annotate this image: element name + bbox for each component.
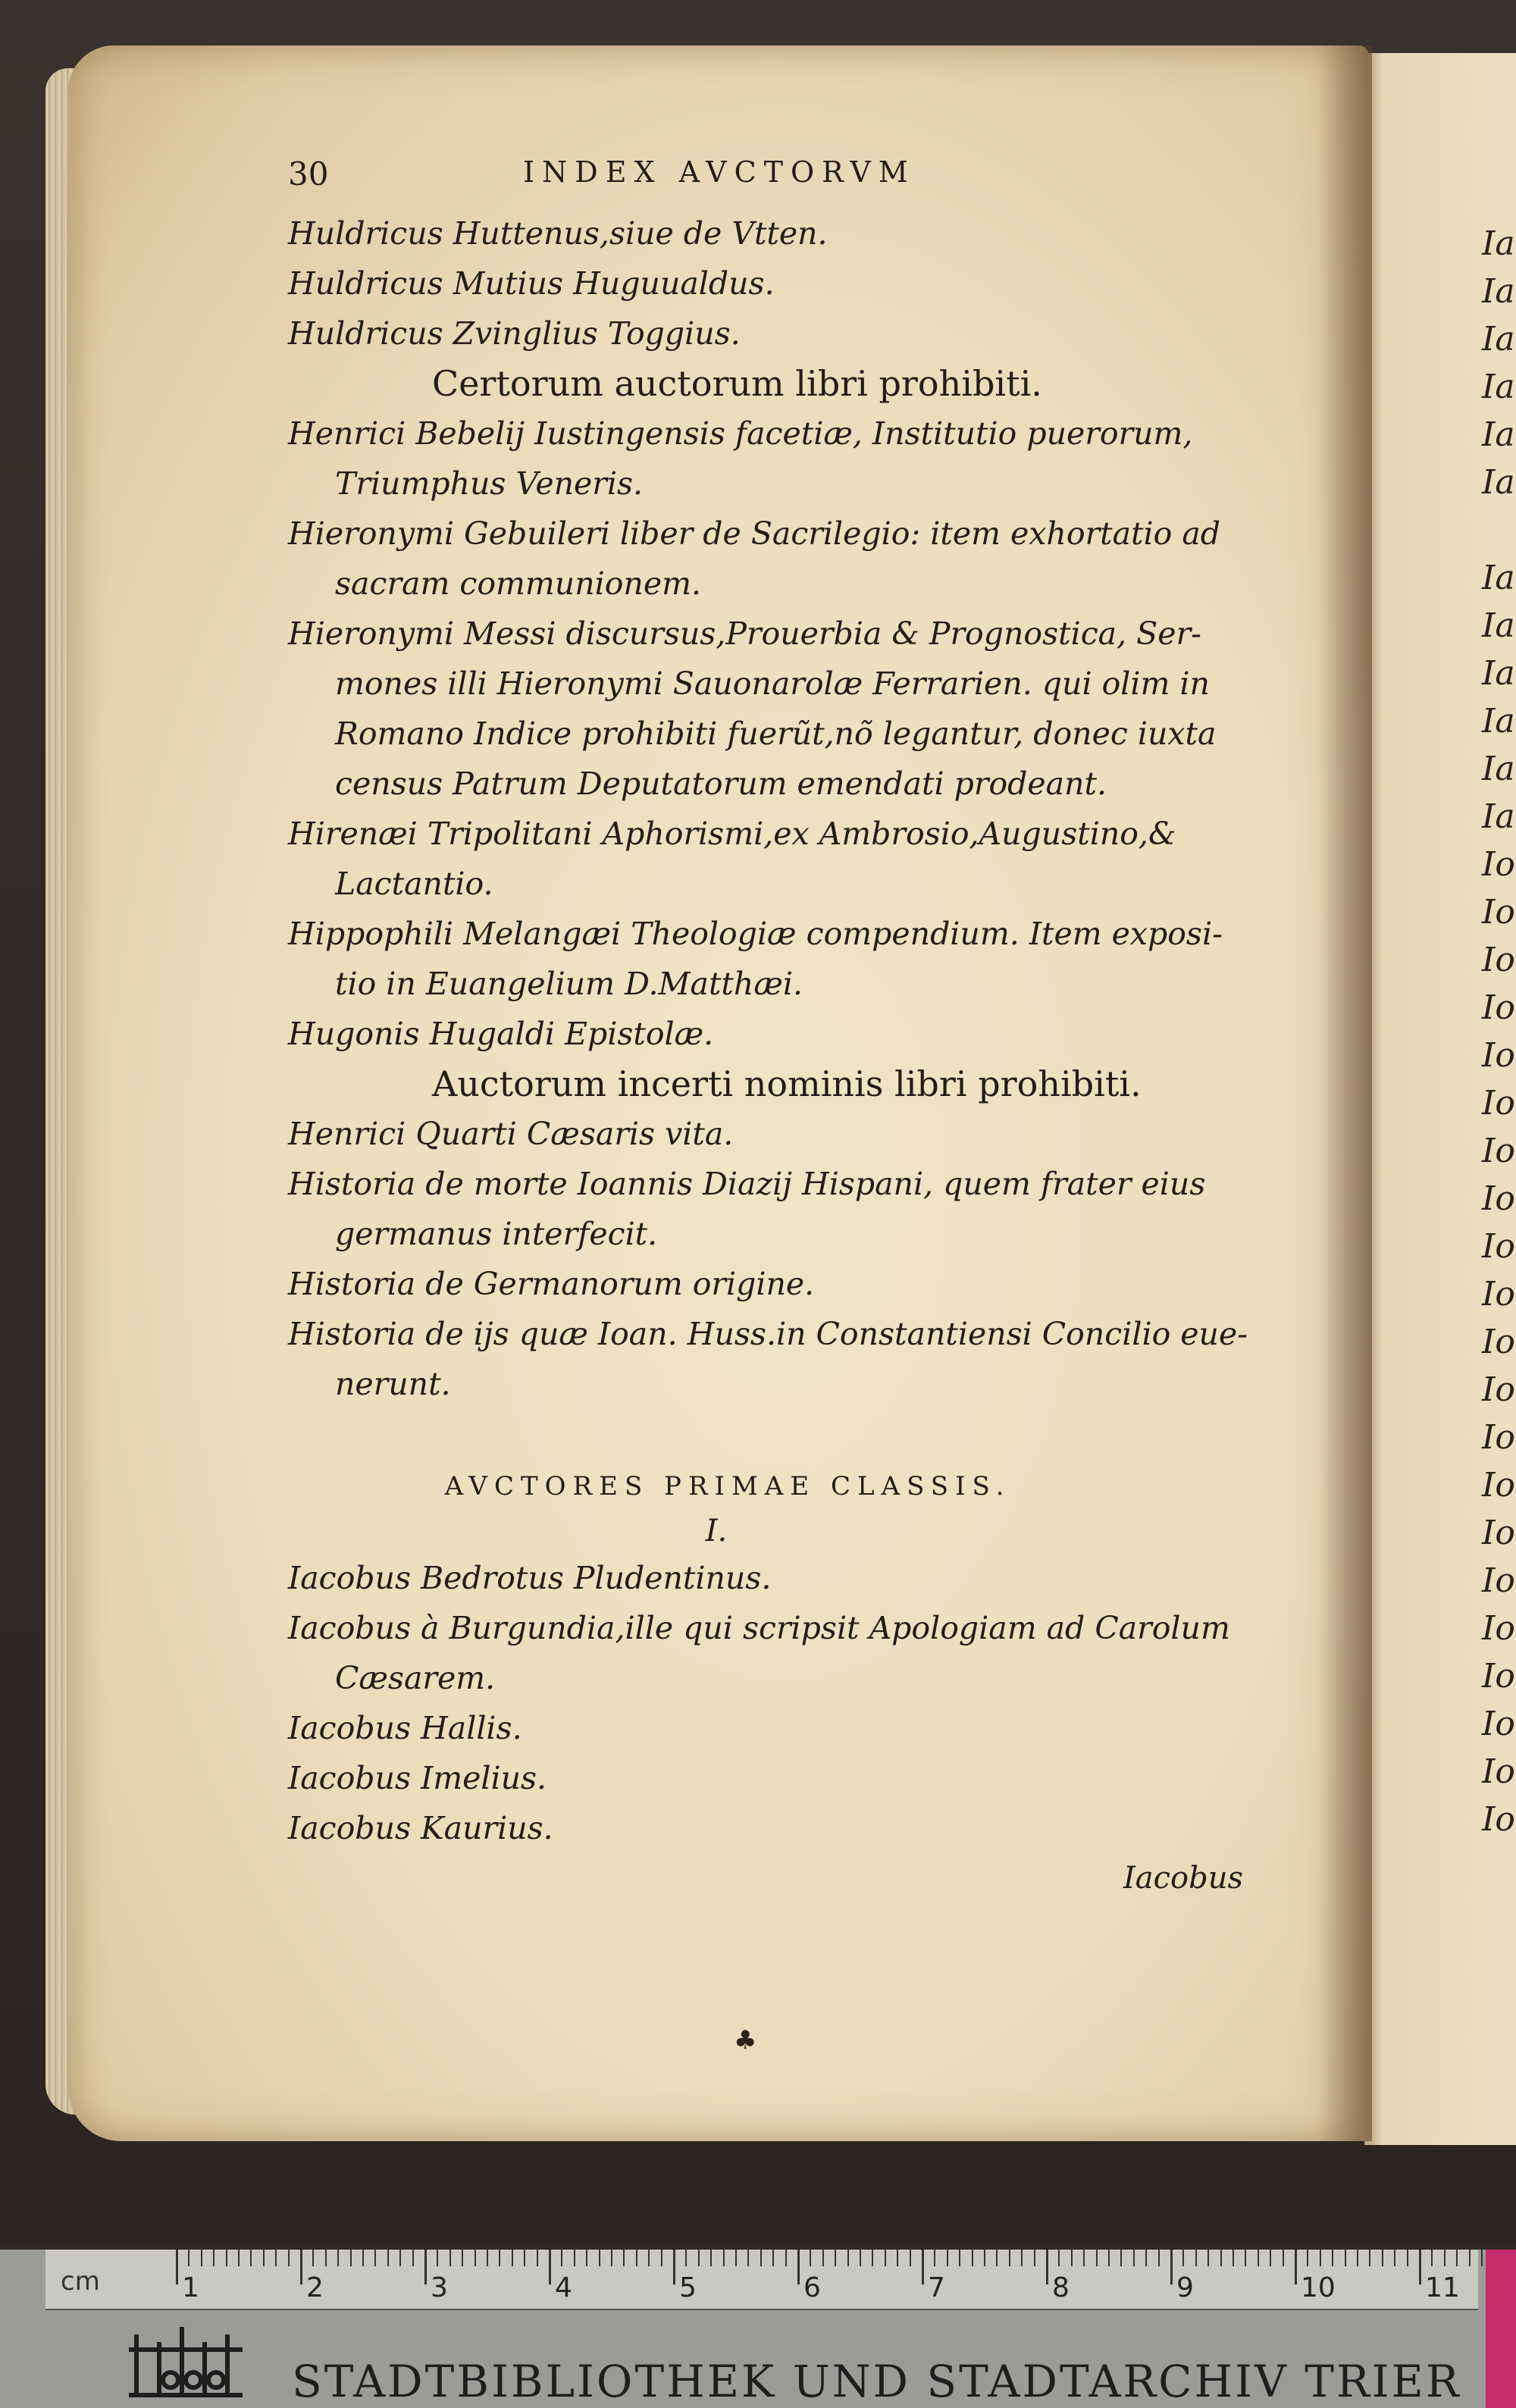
- gutter-shadow: [1319, 45, 1372, 2141]
- entries-group-3: [288, 1109, 1266, 1409]
- ruler-minor-tick: [661, 2250, 662, 2266]
- ruler-minor-tick: [524, 2250, 525, 2266]
- index-entry: [288, 1603, 1266, 1703]
- ruler-minor-tick: [1021, 2250, 1023, 2266]
- page-number: 30: [288, 155, 329, 193]
- ruler-minor-tick: [1133, 2250, 1135, 2266]
- entry-line: Historia de Germanorum origine.: [288, 1266, 815, 1302]
- ruler-minor-tick: [574, 2250, 575, 2266]
- ruler-minor-tick: [1345, 2250, 1346, 2266]
- entry-line: Hieronymi Messi discursus,Prouerbia & Prognostica, Ser-: [288, 615, 1201, 652]
- ruler-minor-tick: [1469, 2250, 1471, 2266]
- index-entry: [288, 409, 1266, 509]
- right-page-fragment: Ia: [1482, 702, 1515, 741]
- ruler-major-tick: [1295, 2250, 1297, 2284]
- archive-logo-icon: [121, 2319, 250, 2403]
- ruler-minor-tick: [325, 2250, 327, 2266]
- ruler-tick-label: 10: [1301, 2272, 1336, 2303]
- entry-line: Hieronymi Gebuileri liber de Sacrilegio: item exhortatio ad: [288, 515, 1221, 552]
- index-entry: [288, 1553, 1266, 1603]
- ruler-minor-tick: [835, 2250, 836, 2266]
- ruler-minor-tick: [1058, 2250, 1060, 2266]
- entry-line: Iacobus Imelius.: [288, 1760, 547, 1796]
- ruler-tick-label: 7: [928, 2272, 945, 2303]
- ruler-minor-tick: [288, 2250, 290, 2266]
- classis-heading: AVCTORES PRIMAE CLASSIS.: [444, 1471, 1011, 1501]
- ruler-minor-tick: [312, 2250, 314, 2266]
- ruler-minor-tick: [772, 2250, 774, 2266]
- ruler-minor-tick: [1220, 2250, 1222, 2266]
- right-page-fragment: Io: [1482, 1752, 1515, 1791]
- index-entry: [288, 208, 1266, 258]
- ruler-minor-tick: [362, 2250, 364, 2266]
- ruler-tick-label: 3: [431, 2272, 448, 2303]
- ruler-minor-tick: [1332, 2250, 1333, 2266]
- entry-line: Henrici Quarti Cæsaris vita.: [288, 1116, 734, 1152]
- right-page-fragment: Io: [1482, 893, 1515, 932]
- entry-continuation-line: mones illi Hieronymi Sauonarolæ Ferrarien. qui olim in: [335, 665, 1210, 702]
- ruler-minor-tick: [1233, 2250, 1234, 2266]
- ruler-major-tick: [1046, 2250, 1048, 2284]
- ruler-minor-tick: [685, 2250, 687, 2266]
- ruler-minor-tick: [1283, 2250, 1284, 2266]
- right-page-fragment: Io: [1482, 1323, 1515, 1361]
- index-entry: [288, 509, 1266, 609]
- ruler-minor-tick: [1431, 2250, 1433, 2266]
- ruler-minor-tick: [785, 2250, 787, 2266]
- ruler-minor-tick: [872, 2250, 873, 2266]
- entry-line: Hippophili Melangæi Theologiæ compendium. Item exposi-: [288, 916, 1223, 952]
- index-entry: [288, 1109, 1266, 1159]
- ruler-tick-label: 9: [1176, 2272, 1194, 2303]
- entry-line: Huldricus Huttenus,siue de Vtten.: [288, 215, 828, 252]
- ruler-minor-tick: [586, 2250, 587, 2266]
- ruler-minor-tick: [1207, 2250, 1209, 2266]
- right-page-fragment: Io: [1482, 845, 1515, 884]
- ruler-major-tick: [797, 2250, 800, 2284]
- index-entry: [288, 1159, 1266, 1259]
- ruler-minor-tick: [810, 2250, 811, 2266]
- ruler-minor-tick: [1369, 2250, 1370, 2266]
- classis-letter: I.: [705, 1514, 728, 1548]
- ruler-minor-tick: [636, 2250, 637, 2266]
- ruler-minor-tick: [374, 2250, 376, 2266]
- right-page-fragment: Ia: [1482, 224, 1515, 263]
- entries-group-4: [288, 1553, 1266, 1853]
- index-entry: [288, 1703, 1266, 1753]
- ruler-minor-tick: [1096, 2250, 1098, 2266]
- right-page-text-fragments: [1482, 220, 1516, 1843]
- right-page-fragment: Io: [1482, 941, 1515, 979]
- right-page-fragment: [1482, 506, 1516, 554]
- centimeter-ruler: [45, 2250, 1478, 2310]
- right-page-fragment: Io: [1482, 1561, 1515, 1600]
- color-patch: [1486, 2250, 1516, 2408]
- index-entry: [288, 308, 1266, 359]
- ruler-minor-tick: [499, 2250, 500, 2266]
- right-page-fragment: Ia: [1482, 797, 1515, 836]
- right-page-fragment: Io: [1482, 1466, 1515, 1505]
- ruler-minor-tick: [462, 2250, 463, 2266]
- entry-line: Henrici Bebelij Iustingensis facetiæ, Institutio puerorum,: [288, 415, 1193, 452]
- printers-ornament-icon: ♣: [734, 2025, 757, 2056]
- entry-line: Huldricus Mutius Huguualdus.: [288, 265, 775, 302]
- ruler-tick-label: 8: [1052, 2272, 1070, 2303]
- right-page-fragment: Ia: [1482, 463, 1515, 502]
- right-page-fragment: Io: [1482, 1609, 1515, 1648]
- ruler-minor-tick: [735, 2250, 737, 2266]
- ruler-major-tick: [1170, 2250, 1173, 2284]
- running-head: [288, 155, 1266, 208]
- entry-continuation-line: census Patrum Deputatorum emendati prodeant.: [335, 766, 1107, 802]
- ruler-minor-tick: [1145, 2250, 1147, 2266]
- right-page-fragment: Ia: [1482, 368, 1515, 406]
- right-page-fragment: Io: [1482, 1036, 1515, 1075]
- ruler-minor-tick: [1394, 2250, 1395, 2266]
- entry-line: Historia de morte Ioannis Diazij Hispani, quem frater eius: [288, 1166, 1206, 1202]
- index-entry: [288, 1753, 1266, 1803]
- ruler-major-tick: [1419, 2250, 1421, 2284]
- ruler-tick-label: 4: [555, 2272, 572, 2303]
- right-page-fragment: Io: [1482, 1227, 1515, 1266]
- right-page-fragment: Ia: [1482, 606, 1515, 645]
- ruler-minor-tick: [611, 2250, 612, 2266]
- institution-name: STADTBIBLIOTHEK UND STADTARCHIV TRIER: [292, 2356, 1461, 2407]
- right-page-fragment: Io: [1482, 1418, 1515, 1457]
- ruler-minor-tick: [1481, 2250, 1483, 2266]
- ruler-minor-tick: [1108, 2250, 1110, 2266]
- ruler-minor-tick: [934, 2250, 935, 2266]
- right-page-fragment: Io: [1482, 1179, 1515, 1218]
- ruler-minor-tick: [1158, 2250, 1160, 2266]
- ruler-minor-tick: [1307, 2250, 1308, 2266]
- ruler-minor-tick: [1444, 2250, 1446, 2266]
- ruler-minor-tick: [822, 2250, 824, 2266]
- ruler-minor-tick: [1382, 2250, 1383, 2266]
- right-page-fragment: Io: [1482, 1084, 1515, 1123]
- ruler-minor-tick: [1182, 2250, 1184, 2266]
- right-page-fragment: Io: [1482, 1514, 1515, 1552]
- index-entry: [288, 609, 1266, 809]
- ruler-minor-tick: [226, 2250, 227, 2266]
- ruler-minor-tick: [910, 2250, 911, 2266]
- ruler-minor-tick: [959, 2250, 960, 2266]
- ruler-minor-tick: [984, 2250, 985, 2266]
- ruler-minor-tick: [201, 2250, 202, 2266]
- ruler-minor-tick: [1245, 2250, 1246, 2266]
- ruler-minor-tick: [1120, 2250, 1122, 2266]
- index-entry: [288, 1009, 1266, 1059]
- text-column: [288, 155, 1266, 1903]
- ruler-minor-tick: [860, 2250, 861, 2266]
- ruler-minor-tick: [723, 2250, 725, 2266]
- entries-group-2: [288, 409, 1266, 1059]
- ruler-minor-tick: [747, 2250, 749, 2266]
- entry-line: Hugonis Hugaldi Epistolæ.: [288, 1016, 714, 1052]
- ruler-minor-tick: [1009, 2250, 1010, 2266]
- entry-continuation-line: Cæsarem.: [335, 1660, 496, 1696]
- ruler-minor-tick: [1357, 2250, 1358, 2266]
- ruler-minor-tick: [350, 2250, 352, 2266]
- ruler-tick-label: 11: [1425, 2272, 1460, 2303]
- ruler-minor-tick: [760, 2250, 762, 2266]
- index-entry: [288, 809, 1266, 909]
- entries-group-1: [288, 208, 1266, 359]
- entry-continuation-line: nerunt.: [335, 1366, 451, 1402]
- index-entry: [288, 1259, 1266, 1309]
- ruler-minor-tick: [263, 2250, 265, 2266]
- ruler-minor-tick: [250, 2250, 252, 2266]
- ruler-minor-tick: [996, 2250, 998, 2266]
- index-entry: [288, 258, 1266, 308]
- right-page-fragment: Io: [1482, 1275, 1515, 1314]
- ruler-minor-tick: [710, 2250, 712, 2266]
- entry-line: Historia de ijs quæ Ioan. Huss.in Constantiensi Concilio eue-: [288, 1316, 1248, 1352]
- ruler-major-tick: [673, 2250, 675, 2284]
- ruler-unit: cm: [61, 2266, 100, 2297]
- ruler-tick-label: 2: [306, 2272, 324, 2303]
- ruler-major-tick: [922, 2250, 924, 2284]
- entry-line: Iacobus Bedrotus Pludentinus.: [288, 1560, 772, 1596]
- ruler-minor-tick: [897, 2250, 898, 2266]
- entry-line: Huldricus Zvinglius Toggius.: [288, 315, 741, 352]
- ruler-minor-tick: [1270, 2250, 1271, 2266]
- right-page-fragment: Io: [1482, 1800, 1515, 1839]
- ruler-minor-tick: [1034, 2250, 1035, 2266]
- entry-continuation-line: Lactantio.: [335, 866, 493, 902]
- entry-line: Hirenæi Tripolitani Aphorismi,ex Ambrosio,Augustino,&: [288, 816, 1176, 852]
- ruler-minor-tick: [648, 2250, 650, 2266]
- ruler-tick-label: 6: [803, 2272, 821, 2303]
- ruler-minor-tick: [947, 2250, 948, 2266]
- entry-line: Iacobus Kaurius.: [288, 1810, 553, 1846]
- right-page-fragment: Ia: [1482, 320, 1515, 359]
- ruler-major-tick: [424, 2250, 427, 2284]
- ruler-minor-tick: [537, 2250, 538, 2266]
- right-page-fragment: Ia: [1482, 272, 1515, 311]
- ruler-minor-tick: [412, 2250, 414, 2266]
- ruler-minor-tick: [238, 2250, 240, 2266]
- right-page-fragment: Ia: [1482, 559, 1515, 597]
- right-page-fragment: Io: [1482, 1657, 1515, 1696]
- running-title: INDEX AVCTORVM: [523, 155, 916, 189]
- index-entry: [288, 1803, 1266, 1853]
- entry-line: Iacobus à Burgundia,ille qui scripsit Apologiam ad Carolum: [288, 1610, 1230, 1646]
- section-heading-certorum: Certorum auctorum libri prohibiti.: [432, 363, 1042, 404]
- index-entry: [288, 1309, 1266, 1409]
- ruler-minor-tick: [437, 2250, 438, 2266]
- ruler-tick-label: 1: [182, 2272, 199, 2303]
- ruler-minor-tick: [1456, 2250, 1458, 2266]
- scale-bar: [0, 2250, 1516, 2408]
- ruler-minor-tick: [449, 2250, 451, 2266]
- ruler-minor-tick: [213, 2250, 215, 2266]
- ruler-minor-tick: [1258, 2250, 1259, 2266]
- ruler-minor-tick: [847, 2250, 849, 2266]
- ruler-minor-tick: [1071, 2250, 1073, 2266]
- entry-continuation-line: Romano Indice prohibiti fuerũt,nõ legantur, donec iuxta: [335, 716, 1217, 752]
- catchword: Iacobus: [1123, 1861, 1243, 1896]
- ruler-minor-tick: [561, 2250, 562, 2266]
- right-page-fragment: Io: [1482, 988, 1515, 1027]
- entry-continuation-line: Triumphus Veneris.: [335, 465, 644, 502]
- entry-line: Iacobus Hallis.: [288, 1710, 522, 1746]
- ruler-minor-tick: [387, 2250, 389, 2266]
- right-page-fragment: Ia: [1482, 750, 1515, 788]
- ruler-major-tick: [300, 2250, 302, 2284]
- right-page-fragment: Ia: [1482, 654, 1515, 693]
- entry-continuation-line: tio in Euangelium D.Matthæi.: [335, 966, 803, 1002]
- right-page-fragment: Ia: [1482, 415, 1515, 454]
- ruler-minor-tick: [1320, 2250, 1321, 2266]
- ruler-minor-tick: [188, 2250, 190, 2266]
- ruler-minor-tick: [399, 2250, 401, 2266]
- ruler-minor-tick: [623, 2250, 625, 2266]
- right-page-fragment: Io: [1482, 1705, 1515, 1743]
- ruler-minor-tick: [487, 2250, 488, 2266]
- ruler-major-tick: [549, 2250, 551, 2284]
- ruler-minor-tick: [698, 2250, 700, 2266]
- right-page-fragment: Io: [1482, 1132, 1515, 1170]
- ruler-major-tick: [176, 2250, 178, 2284]
- ruler-minor-tick: [1407, 2250, 1408, 2266]
- section-heading-incerti: Auctorum incerti nominis libri prohibiti.: [432, 1063, 1142, 1104]
- ruler-minor-tick: [475, 2250, 476, 2266]
- ruler-minor-tick: [337, 2250, 339, 2266]
- ruler-tick-label: 5: [679, 2272, 697, 2303]
- ruler-minor-tick: [1083, 2250, 1085, 2266]
- ruler-minor-tick: [512, 2250, 513, 2266]
- entry-continuation-line: germanus interfecit.: [335, 1216, 658, 1252]
- ruler-minor-tick: [885, 2250, 886, 2266]
- index-entry: [288, 909, 1266, 1009]
- right-page-fragment: Io: [1482, 1370, 1515, 1409]
- ruler-minor-tick: [275, 2250, 277, 2266]
- ruler-minor-tick: [1195, 2250, 1197, 2266]
- entry-continuation-line: sacram communionem.: [335, 565, 701, 602]
- ruler-minor-tick: [599, 2250, 600, 2266]
- ruler-minor-tick: [972, 2250, 973, 2266]
